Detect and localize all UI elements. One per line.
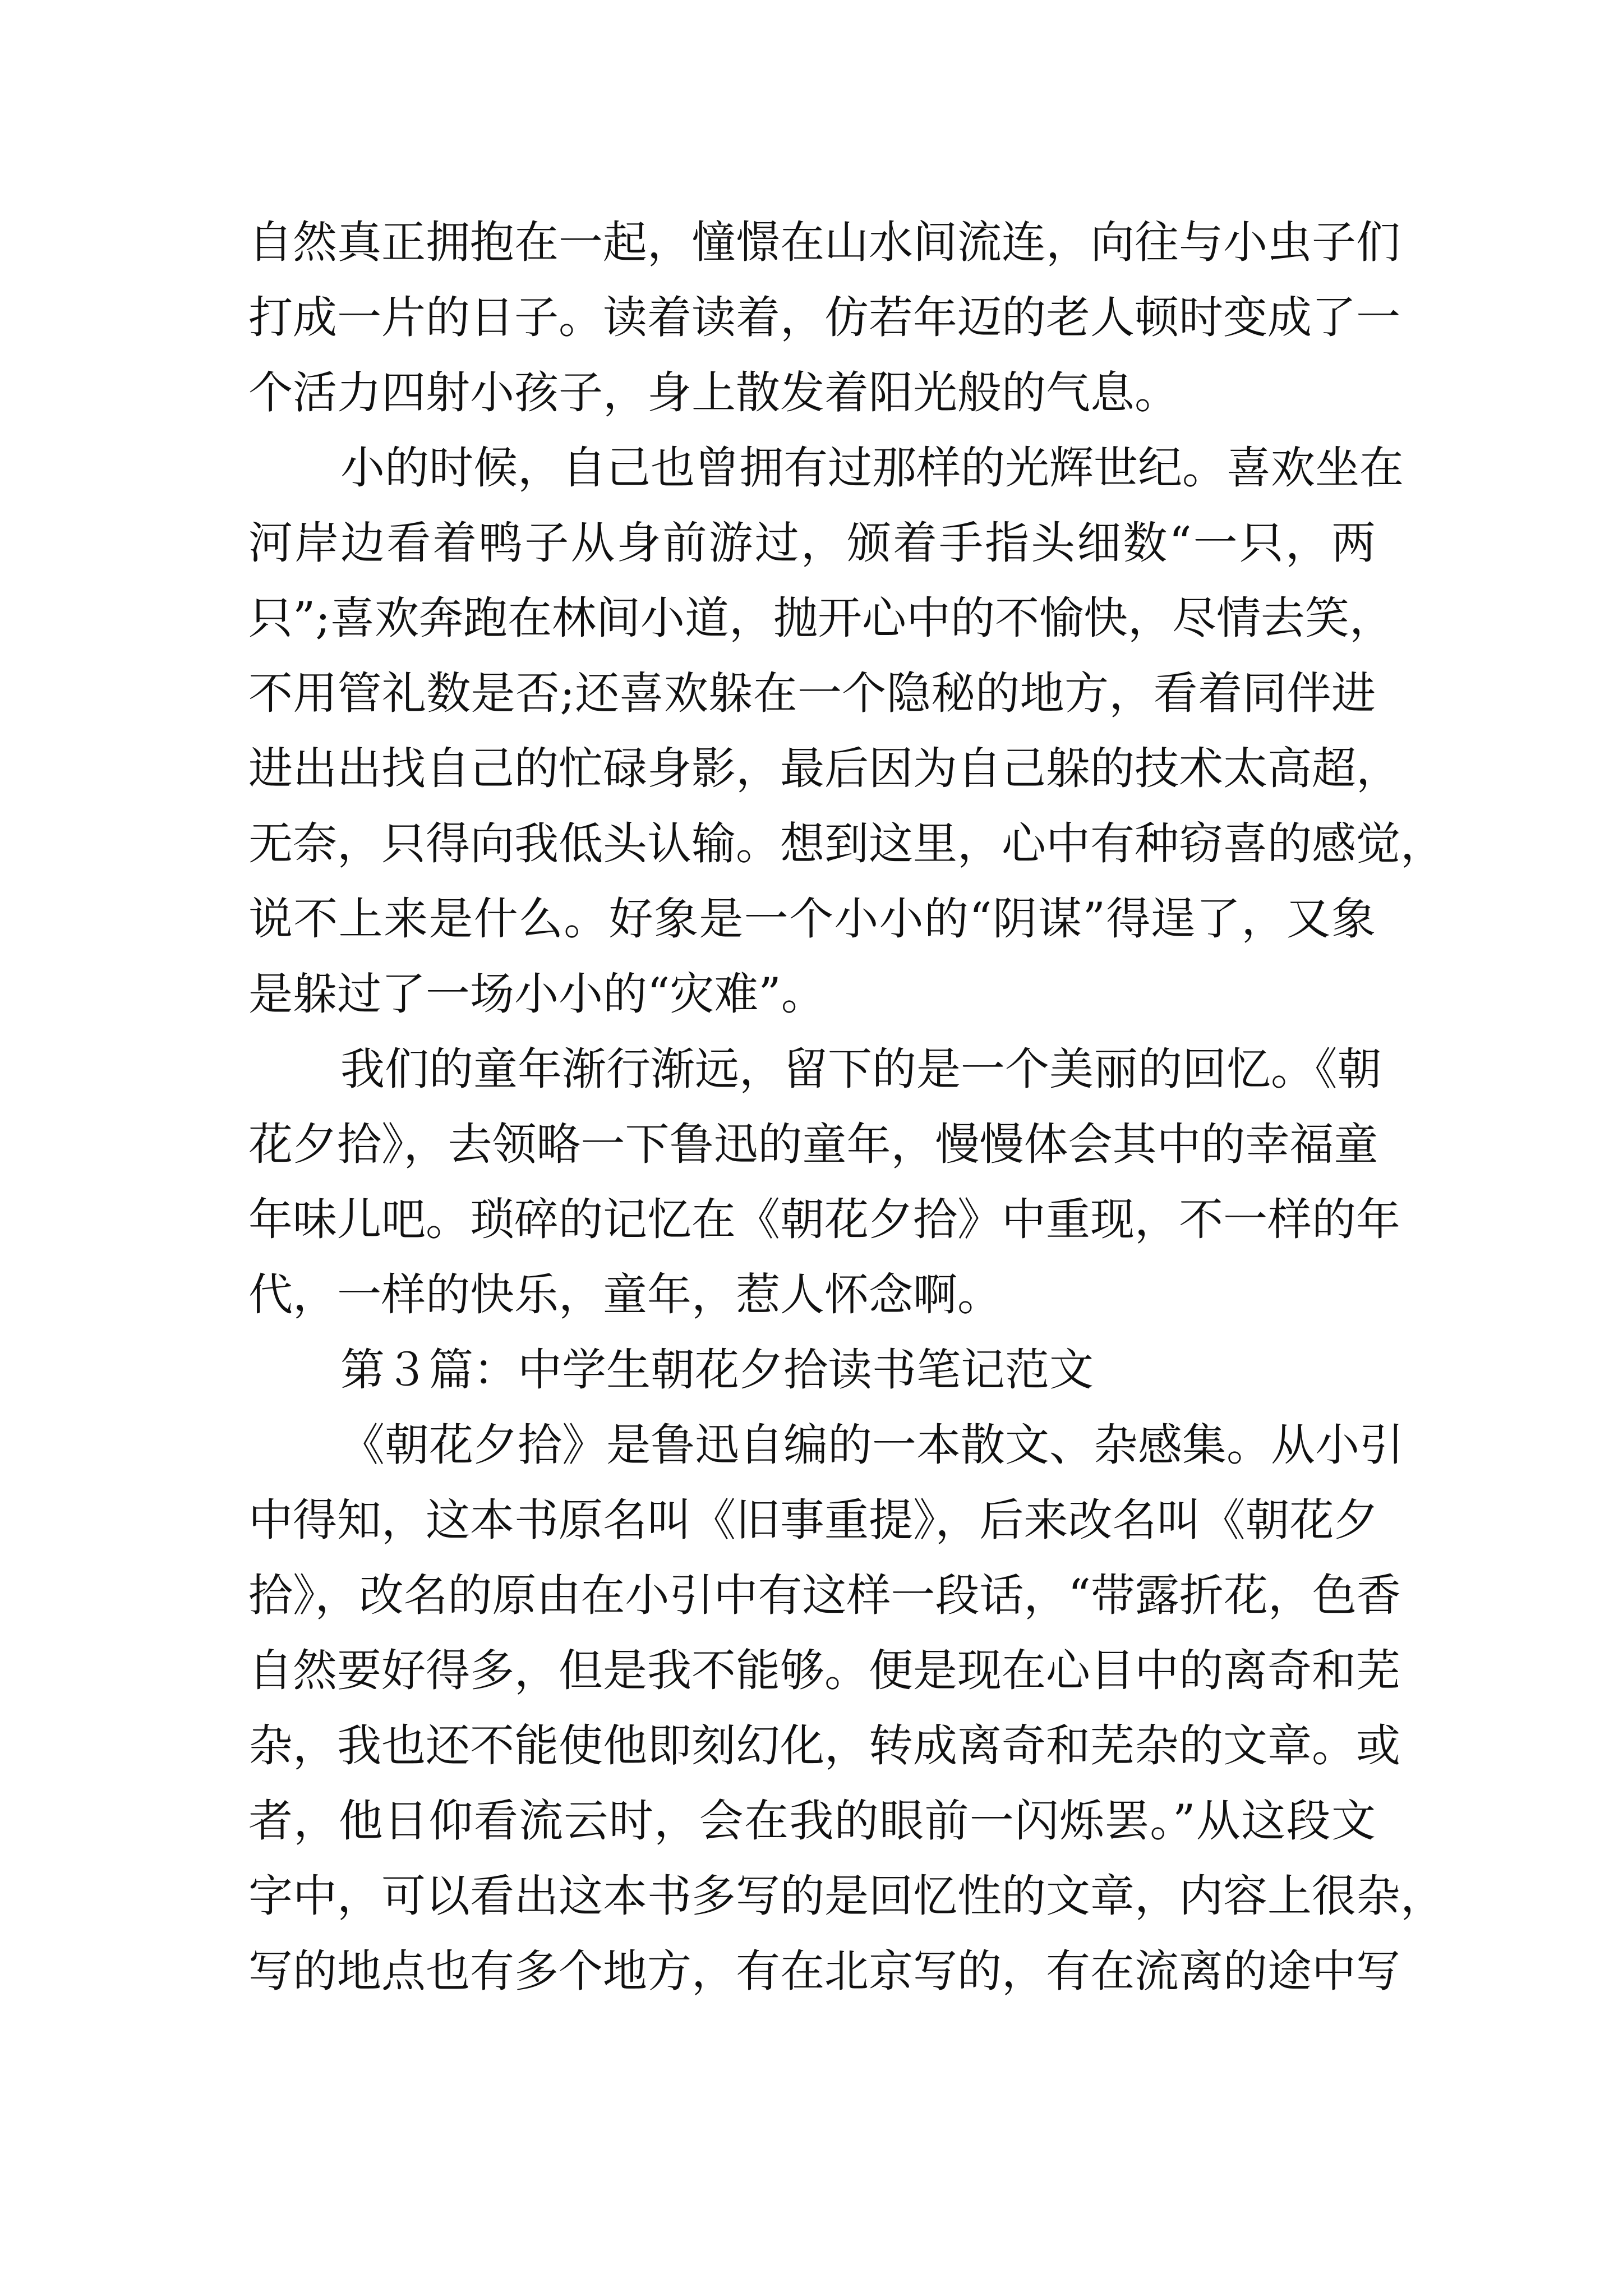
paragraph-first-line: 《朝花夕拾》是鲁迅自编的一本散文、杂感集。从小引 [340,1419,1404,1471]
text-line: 年味儿吧。琐碎的记忆在《朝花夕拾》中重现，不一样的年 [248,1194,1400,1245]
text-line: 自然真正拥抱在一起，憧憬在山水间流连，向往与小虫子们 [248,217,1400,268]
text-line: 只”;喜欢奔跑在林间小道，抛开心中的不愉快，尽情去笑， [248,592,1394,644]
body-text [248,205,1445,2009]
text-line: 中得知，这本书原名叫《旧事重提》，后来改名叫《朝花夕 [248,1494,1378,1546]
text-line: 说不上来是什么。好象是一个小小的“阴谋”得逞了，又象 [248,893,1376,945]
section-heading: 第３篇：中学生朝花夕拾读书笔记范文 [340,1344,1094,1396]
text-line: 不用管礼数是否;还喜欢躲在一个隐秘的地方，看着同伴进 [248,668,1376,719]
text-line: 是躲过了一场小小的“灾难”。 [248,968,826,1020]
text-line: 无奈，只得向我低头认输。想到这里，心中有种窃喜的感觉， [248,818,1445,869]
text-line: 个活力四射小孩子，身上散发着阳光般的气息。 [248,367,1179,418]
paragraph-first-line: 小的时候，自己也曾拥有过那样的光辉世纪。喜欢坐在 [340,442,1404,494]
text-line: 写的地点也有多个地方，有在北京写的，有在流离的途中写 [248,1945,1400,1997]
text-line: 进出出找自己的忙碌身影，最后因为自己躲的技术太高超， [248,743,1400,794]
text-line: 河岸边看着鸭子从身前游过，颁着手指头细数“一只，两 [248,517,1376,569]
text-line: 代，一样的快乐，童年，惹人怀念啊。 [248,1269,1002,1320]
text-line: 者，他日仰看流云时，会在我的眼前一闪烁罢。”从这段文 [248,1795,1376,1847]
text-line: 自然要好得多，但是我不能够。便是现在心目中的离奇和芜 [248,1645,1400,1696]
text-line: 打成一片的日子。读着读着，仿若年迈的老人顿时变成了一 [248,292,1400,343]
paragraph-first-line: 我们的童年渐行渐远，留下的是一个美丽的回忆。《朝 [340,1043,1382,1095]
text-line: 花夕拾》，去领略一下鲁迅的童年，慢慢体会其中的幸福童 [248,1119,1378,1170]
text-line: 字中，可以看出这本书多写的是回忆性的文章，内容上很杂， [248,1870,1445,1922]
text-line: 拾》，改名的原由在小引中有这样一段话，“带露折花，色香 [248,1570,1401,1621]
text-line: 杂，我也还不能使他即刻幻化，转成离奇和芜杂的文章。或 [248,1720,1400,1772]
